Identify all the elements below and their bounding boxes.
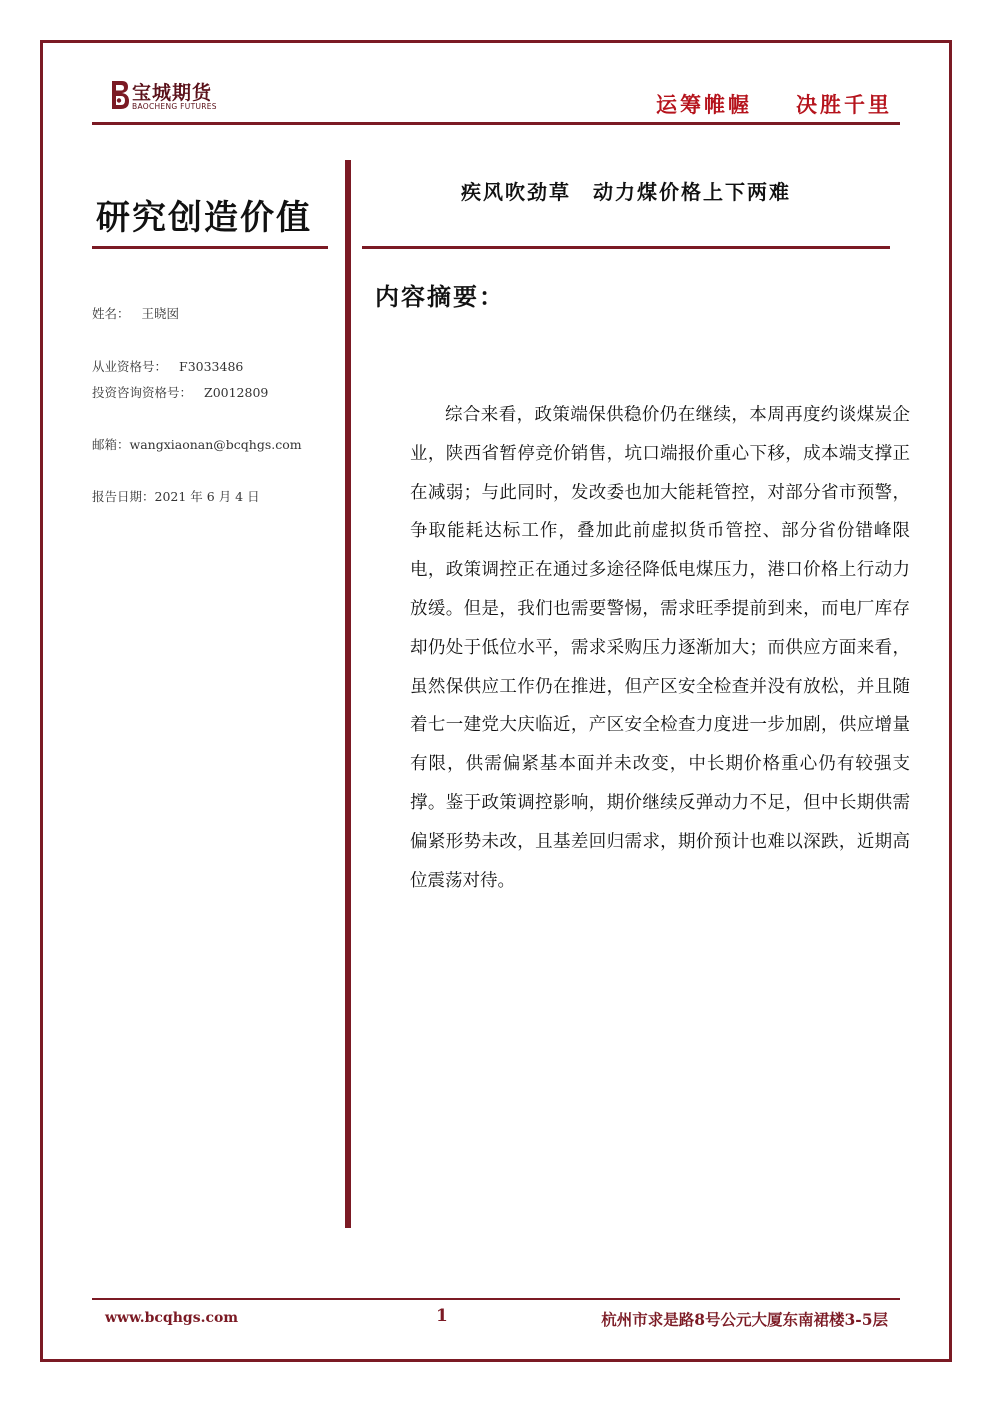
email-value[interactable]: wangxiaonan@bcqhgs.com: [129, 437, 302, 452]
footer-website-link[interactable]: www.bcqhgs.com: [105, 1310, 239, 1326]
footer-divider: [92, 1298, 900, 1300]
slogan-right: 决胜千里: [796, 92, 892, 117]
company-logo: [108, 78, 238, 114]
logo-mark-icon: [108, 78, 130, 112]
license-number: [92, 357, 243, 375]
logo-text-en: BAOCHENG FUTURES: [132, 102, 217, 111]
license-label: 从业资格号：: [92, 359, 168, 374]
report-date-label: 报告日期：: [92, 489, 155, 504]
analyst-name-value: 王晓囡: [141, 306, 180, 321]
abstract-body: 综合来看，政策端保供稳价仍在继续，本周再度约谈煤炭企业，陕西省暂停竞价销售，坑口端报价重心下移，成本端支撑正在减弱；与此同时，发改委也加大能耗管控，对部分省市预警，争取能耗达标工作，叠加此前虚拟货币管控、部分省份错峰限电，政策调控正在通过多途径降低电煤压力，港口价格上行动力放缓。但是，我们也需要警惕，需求旺季提前到来，而电厂库存却仍处于低位水平，需求采购压力逐渐加大；而供应方面来看，虽然保供应工作仍在推进，但产区安全检查并没有放松，并且随着七一建党大庆临近，产区安全检查力度进一步加剧，供应增量有限，供需偏紧基本面并未改变，中长期价格重心仍有较强支撑。鉴于政策调控影响，期价继续反弹动力不足，但中长期供需偏紧形势未改，且基差回归需求，期价预计也难以深跌，近期高位震荡对待。: [410, 405, 910, 891]
sidebar-title-divider: [92, 246, 328, 249]
slogan-left: 运筹帷幄: [656, 92, 752, 117]
page-number: 1: [436, 1306, 448, 1326]
report-date-value: 2021 年 6 月 4 日: [154, 489, 260, 504]
header-divider: [92, 122, 900, 125]
sidebar-title: 研究创造价值: [96, 198, 312, 238]
analyst-name-label: 姓名：: [92, 306, 130, 321]
abstract-heading: 内容摘要：: [375, 282, 505, 311]
advisor-value: Z0012809: [204, 385, 269, 400]
email: [92, 435, 302, 453]
column-divider: [345, 160, 351, 1228]
report-date: [92, 487, 260, 505]
slogan: [656, 89, 892, 119]
footer-address: 杭州市求是路8号公元大厦东南裙楼3-5层: [601, 1310, 888, 1329]
analyst-name: [92, 304, 179, 322]
logo-text-cn: 宝城期货: [132, 82, 213, 104]
license-value: F3033486: [179, 359, 244, 374]
email-label: 邮箱：: [92, 437, 130, 452]
advisor-label: 投资咨询资格号：: [92, 385, 193, 400]
report-title-divider: [362, 246, 890, 249]
report-title: 疾风吹劲草 动力煤价格上下两难: [461, 180, 791, 204]
advisor-number: [92, 383, 268, 401]
